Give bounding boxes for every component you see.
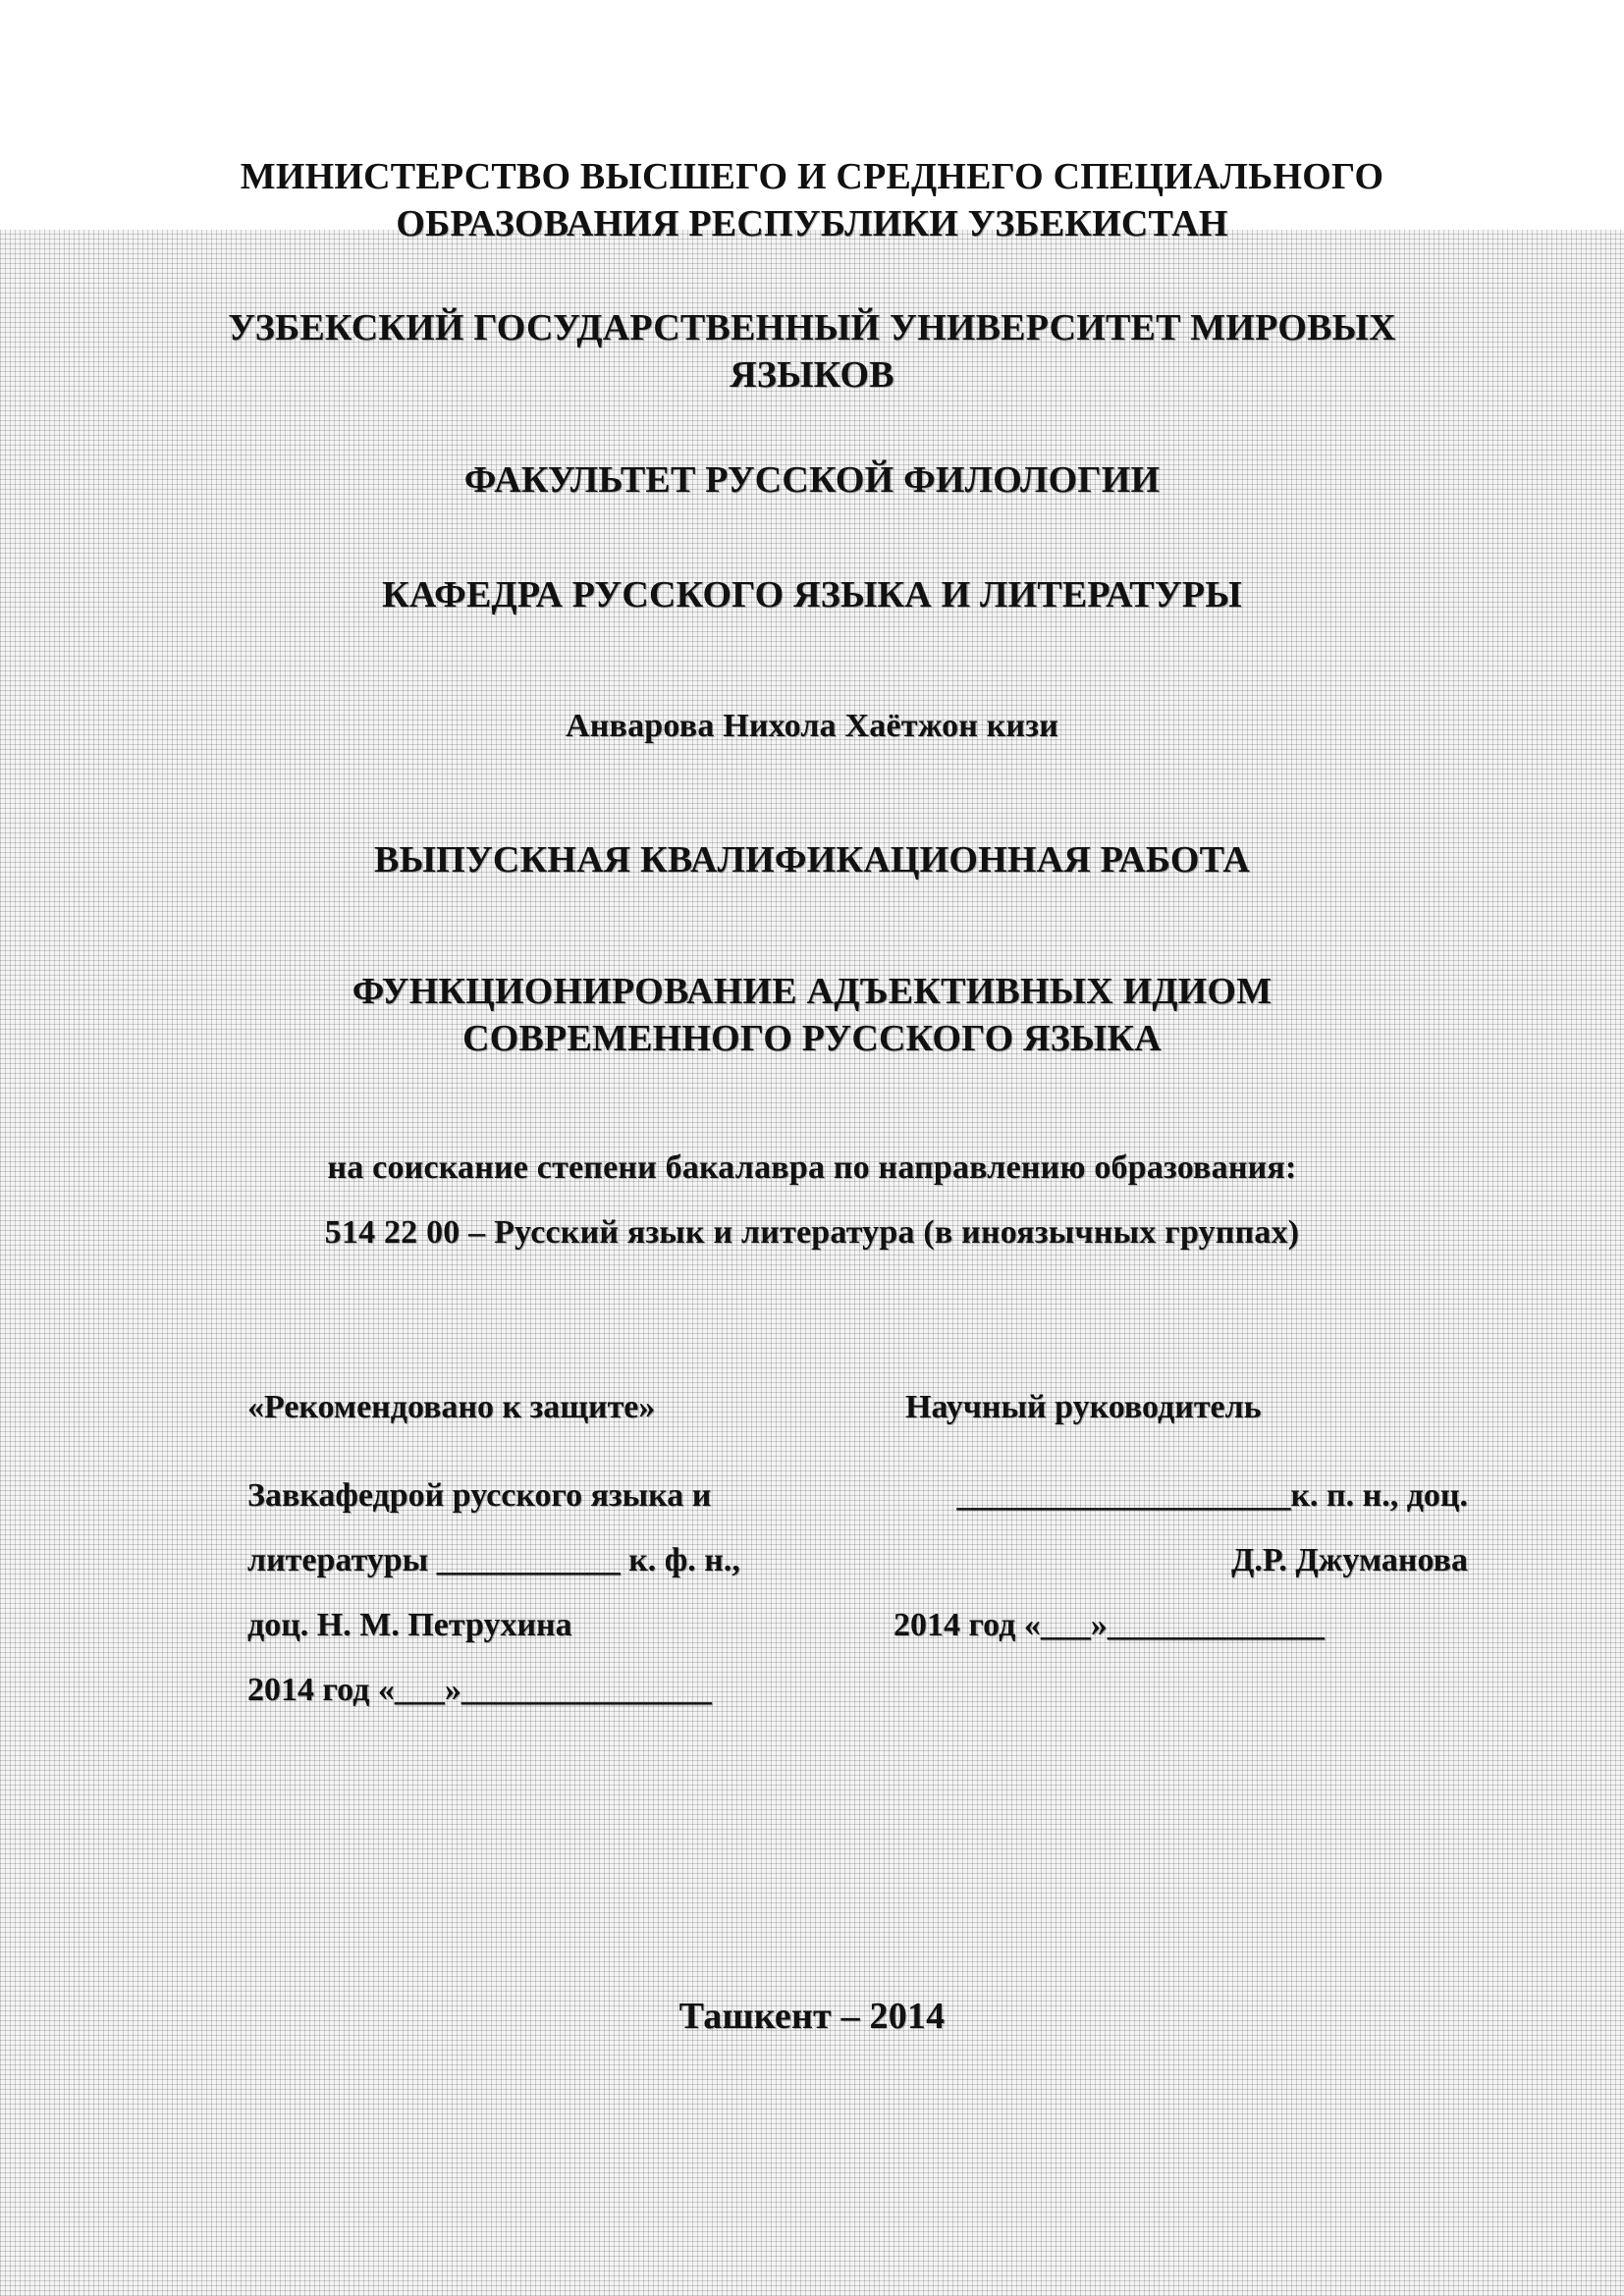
recommended-block xyxy=(247,1375,797,1723)
university-line-1: УЗБЕКСКИЙ ГОСУДАРСТВЕННЫЙ УНИВЕРСИТЕТ МИРОВЫХ xyxy=(228,307,1396,348)
recommended-line-4: 2014 год «___»_______________ xyxy=(247,1672,712,1708)
supervisor-block xyxy=(893,1375,1468,1658)
supervisor-heading: Научный руководитель xyxy=(905,1389,1262,1425)
university-name xyxy=(0,304,1624,399)
supervisor-line-1: ____________________к. п. н., доц. xyxy=(956,1477,1468,1514)
department-name xyxy=(0,571,1624,618)
author-line: Анварова Нихола Хаётжон кизи xyxy=(566,708,1058,744)
department-line: КАФЕДРА РУССКОГО ЯЗЫКА И ЛИТЕРАТУРЫ xyxy=(382,574,1242,615)
supervisor-date: 2014 год «___»_____________ xyxy=(893,1607,1325,1643)
thesis-title-line-2: СОВРЕМЕННОГО РУССКОГО ЯЗЫКА xyxy=(462,1018,1162,1059)
ministry-header xyxy=(0,153,1624,247)
faculty-name xyxy=(0,456,1624,504)
work-type-line: ВЫПУСКНАЯ КВАЛИФИКАЦИОННАЯ РАБОТА xyxy=(374,839,1250,881)
recommended-heading: «Рекомендовано к защите» xyxy=(247,1389,656,1425)
thesis-title xyxy=(0,968,1624,1062)
degree-statement xyxy=(0,1136,1624,1265)
ministry-line-1: МИНИСТЕРСТВО ВЫСШЕГО И СРЕДНЕГО СПЕЦИАЛЬНОГО xyxy=(240,156,1384,197)
supervisor-name: Д.Р. Джуманова xyxy=(1230,1542,1468,1578)
recommended-line-2: литературы ___________ к. ф. н., xyxy=(247,1542,740,1578)
city-year-line: Ташкент – 2014 xyxy=(678,1996,946,2037)
thesis-title-line-1: ФУНКЦИОНИРОВАНИЕ АДЪЕКТИВНЫХ ИДИОМ xyxy=(352,971,1272,1012)
university-line-2: ЯЗЫКОВ xyxy=(730,354,894,396)
work-type xyxy=(0,836,1624,883)
ministry-line-2: ОБРАЗОВАНИЯ РЕСПУБЛИКИ УЗБЕКИСТАН xyxy=(396,203,1228,244)
faculty-line: ФАКУЛЬТЕТ РУССКОЙ ФИЛОЛОГИИ xyxy=(463,459,1161,501)
recommended-line-3: доц. Н. М. Петрухина xyxy=(247,1607,572,1643)
degree-line-2: 514 22 00 – Русский язык и литература (в иноязычных группах) xyxy=(324,1214,1300,1251)
recommended-line-1: Завкафедрой русского языка и xyxy=(247,1477,712,1514)
author-name xyxy=(0,703,1624,750)
city-year xyxy=(0,1993,1624,2040)
degree-line-1: на соискание степени бакалавра по направлению образования: xyxy=(327,1149,1297,1186)
